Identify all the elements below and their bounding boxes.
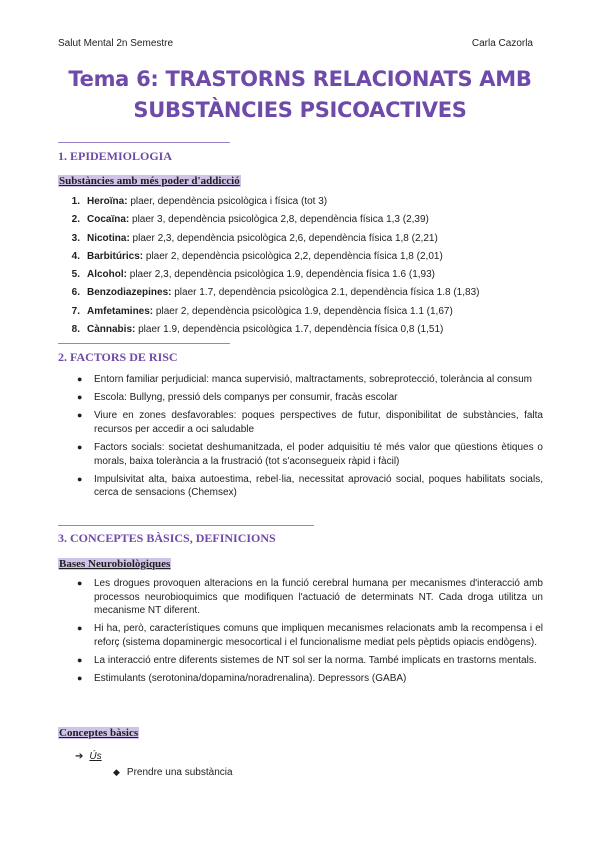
arrow-right-icon: ➔ <box>75 751 84 762</box>
bullet-item <box>58 441 543 468</box>
item-number: 1. <box>71 196 80 207</box>
subheading-substancies: Substàncies amb més poder d'addicció <box>59 175 240 187</box>
bullet-item <box>58 391 543 405</box>
bullet-text: Factors socials: societat deshumanitzada, el poder adquisitiu té més valor que qüestions ètiques o morals, baixa tolerància a la frustració (tot s'aconsegueix ràpid i fàcil) <box>94 442 543 467</box>
bullet-dot-icon: ● <box>77 654 83 665</box>
header-author: Carla Cazorla <box>471 38 533 49</box>
concept-us-definition-text: Prendre una substància <box>126 767 233 778</box>
substance-item <box>58 248 558 266</box>
risk-factor-list <box>58 373 543 504</box>
substance-name: Heroïna: <box>87 196 128 207</box>
substance-detail: plaer 3, dependència psicològica 2,8, dependència física 1,3 (2,39) <box>129 214 429 226</box>
bullet-text: Viure en zones desfavorables: poques perspectives de futur, disponibilitat de substàncies, falta recursos per accedir a oci saludable <box>94 410 543 435</box>
bullet-text: Escola: Bullyng, pressió dels companys per consumir, fracàs escolar <box>94 392 398 404</box>
substance-item <box>58 193 558 211</box>
bullet-dot-icon: ● <box>77 473 83 484</box>
bullet-item <box>58 622 543 649</box>
bullet-dot-icon: ● <box>77 374 83 384</box>
page-title <box>40 64 560 126</box>
substance-name: Barbitúrics: <box>87 250 144 262</box>
substance-item <box>58 230 558 248</box>
substance-name: Cocaïna: <box>87 214 130 226</box>
bullet-item <box>58 672 543 686</box>
section-divider <box>58 343 230 344</box>
section-heading-factors-risc: 2. FACTORS DE RISC <box>58 350 178 364</box>
bullet-dot-icon: ● <box>77 673 83 684</box>
substance-name: Alcohol: <box>87 269 127 281</box>
item-number: 5. <box>71 269 80 281</box>
diamond-bullet-icon: ◆ <box>113 767 120 777</box>
subheading-bases-neurobiologiques: Bases Neurobiològiques <box>59 558 171 570</box>
title-line-2: SUBSTÀNCIES PSICOACTIVES <box>133 98 467 122</box>
bullet-dot-icon: ● <box>77 623 83 634</box>
bullet-text: Estimulants (serotonina/dopamina/noradrenalina). Depressors (GABA) <box>94 673 407 685</box>
item-number: 6. <box>71 287 80 299</box>
substance-detail: plaer, dependència psicològica i física (tot 3) <box>127 196 328 207</box>
substance-name: Benzodiazepines: <box>87 287 172 299</box>
item-number: 4. <box>71 250 80 262</box>
bullet-item <box>58 409 543 436</box>
concept-us-label: Ús <box>89 751 102 762</box>
item-number: 2. <box>71 214 80 226</box>
bullet-item <box>58 373 543 387</box>
substance-item <box>58 211 558 229</box>
subheading-conceptes-basics: Conceptes bàsics <box>59 727 139 739</box>
substance-detail: plaer 2,3, dependència psicològica 1.9, dependència física 1.6 (1,93) <box>127 269 435 281</box>
bullet-text: La interacció entre diferents sistemes de NT sol ser la norma. També implicats en trastorns mentals. <box>94 654 537 666</box>
substance-detail: plaer 2,3, dependència psicològica 2,6, dependència física 1,8 (2,21) <box>129 232 438 244</box>
bullet-text: Entorn familiar perjudicial: manca supervisió, maltractaments, sobreprotecció, tolerància al consum <box>94 374 532 385</box>
bullet-dot-icon: ● <box>77 392 83 403</box>
section-heading-conceptes: 3. CONCEPTES BÀSICS, DEFINICIONS <box>58 531 276 545</box>
substance-item <box>58 266 558 284</box>
bullet-text: Impulsivitat alta, baixa autoestima, rebel·lia, necessitat aprovació social, poques habilitats socials, cerca de sensacions (Chemsex) <box>94 473 543 499</box>
bullet-dot-icon: ● <box>77 410 83 421</box>
substance-detail: plaer 1.9, dependència psicològica 1.7, dependència física 0,8 (1,51) <box>135 324 444 336</box>
substance-detail: plaer 2, dependència psicològica 1.9, dependència física 1.1 (1,67) <box>153 305 453 317</box>
substance-item <box>58 321 558 339</box>
item-number: 3. <box>71 232 80 244</box>
item-number: 8. <box>71 324 80 336</box>
substance-name: Amfetamines: <box>87 305 154 317</box>
bullet-dot-icon: ● <box>77 578 83 588</box>
substance-name: Nicotina: <box>87 232 130 244</box>
bullet-item <box>58 577 543 618</box>
bullet-item <box>58 654 543 668</box>
concept-us-item <box>75 751 102 762</box>
title-line-1: Tema 6: TRASTORNS RELACIONATS AMB <box>68 67 532 91</box>
bullet-text: Les drogues provoquen alteracions en la funció cerebral humana per mecanismes d'interacció amb processos neurobioquimics que modifiquen l'actuació de determinats NT. Cada droga utilitza un mecanisme NT diferent. <box>94 578 543 616</box>
section-divider <box>58 142 230 143</box>
neurobiology-list <box>58 577 543 690</box>
section-heading-epidemiologia: 1. EPIDEMIOLOGIA <box>58 149 173 163</box>
concept-us-definition <box>113 767 233 778</box>
header-course: Salut Mental 2n Semestre <box>58 38 174 49</box>
item-number: 7. <box>71 305 80 317</box>
substance-item <box>58 303 558 321</box>
section-divider <box>58 525 314 526</box>
bullet-dot-icon: ● <box>77 442 83 453</box>
substance-detail: plaer 1.7, dependència psicològica 2.1, dependència física 1.8 (1,83) <box>171 287 480 299</box>
bullet-text: Hi ha, però, característiques comuns que impliquen mecanismes relacionats amb la recompensa i el reforç (sistema dopaminergic mesocortical i el funcionalisme mediat pels pèptids opiacis endògens). <box>94 623 543 648</box>
bullet-item <box>58 473 543 500</box>
substance-name: Cànnabis: <box>87 324 136 336</box>
substance-detail: plaer 2, dependència psicològica 2,2, dependència física 1,8 (2,01) <box>143 250 443 262</box>
substance-item <box>58 284 558 302</box>
substance-list <box>58 193 558 339</box>
